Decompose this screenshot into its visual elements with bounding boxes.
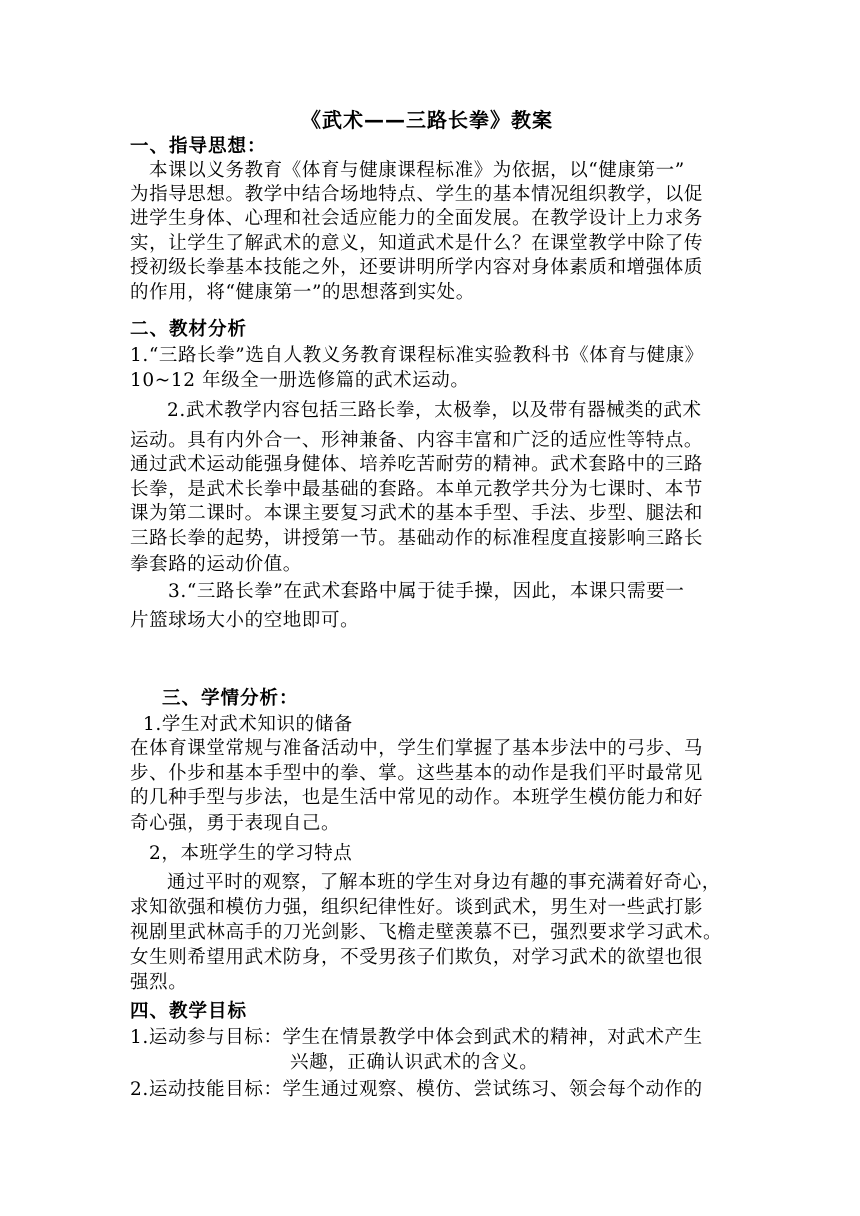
paragraph-line: 1.运动参与目标：学生在情景教学中体会到武术的精神，对武术产生 — [130, 1027, 703, 1048]
paragraph-line: 在体育课堂常规与准备活动中，学生们掌握了基本步法中的弓步、马 — [130, 738, 704, 759]
paragraph-line: 进学生身体、心理和社会适应能力的全面发展。在教学设计上力求务 — [130, 208, 704, 229]
paragraph-line: 的作用，将“健康第一”的思想落到实处。 — [130, 282, 475, 303]
paragraph-line: 课为第二课时。本课主要复习武术的基本手型、手法、步型、腿法和 — [130, 503, 704, 524]
paragraph-line: 长拳，是武术长拳中最基础的套路。本单元教学共分为七课时、本节 — [130, 479, 704, 500]
paragraph-line: 1.学生对武术知识的储备 — [143, 714, 353, 735]
paragraph-line: 视剧里武林高手的刀光剑影、飞檐走壁羡慕不已，强烈要求学习武术。 — [130, 922, 723, 943]
paragraph-line: 片篮球场大小的空地即可。 — [130, 610, 360, 631]
paragraph-line: 运动。具有内外合一、形神兼备、内容丰富和广泛的适应性等特点。 — [130, 430, 704, 451]
paragraph-line: 步、仆步和基本手型中的拳、掌。这些基本的动作是我们平时最常见 — [130, 763, 704, 784]
paragraph-line: 兴趣，正确认识武术的含义。 — [290, 1052, 539, 1073]
paragraph-line: 1.“三路长拳”选自人教义务教育课程标准实验教科书《体育与健康》 — [130, 345, 704, 366]
paragraph-line: 通过平时的观察，了解本班的学生对身边有趣的事充满着好奇心， — [167, 872, 721, 893]
paragraph-line: 2.武术教学内容包括三路长拳，太极拳，以及带有器械类的武术 — [167, 400, 702, 421]
section-heading: 二、教材分析 — [130, 319, 248, 340]
section-heading: 三、学情分析： — [162, 688, 299, 709]
paragraph-line: 强烈。 — [130, 972, 188, 993]
paragraph-line: 拳套路的运动价值。 — [130, 554, 302, 575]
paragraph-line: 通过武术运动能强身健体、培养吃苦耐劳的精神。武术套路中的三路 — [130, 454, 704, 475]
paragraph-line: 2，本班学生的学习特点 — [149, 843, 353, 864]
paragraph-line: 授初级长拳基本技能之外，还要讲明所学内容对身体素质和增强体质 — [130, 257, 704, 278]
paragraph-line: 3.“三路长拳”在武术套路中属于徒手操，因此，本课只需要一 — [168, 581, 685, 602]
paragraph-line: 为指导思想。教学中结合场地特点、学生的基本情况组织教学，以促 — [130, 184, 704, 205]
paragraph-line: 实，让学生了解武术的意义，知道武术是什么？在课堂教学中除了传 — [130, 233, 704, 254]
paragraph-line: 本课以义务教育《体育与健康课程标准》为依据，以“健康第一” — [149, 160, 685, 181]
paragraph-line: 的几种手型与步法，也是生活中常见的动作。本班学生模仿能力和好 — [130, 787, 704, 808]
paragraph-line: 10~12 年级全一册选修篇的武术运动。 — [130, 370, 470, 391]
paragraph-line: 奇心强，勇于表现自己。 — [130, 813, 341, 834]
paragraph-line: 2.运动技能目标：学生通过观察、模仿、尝试练习、领会每个动作的 — [130, 1079, 703, 1100]
paragraph-line: 三路长拳的起势，讲授第一节。基础动作的标准程度直接影响三路长 — [130, 528, 704, 549]
paragraph-line: 女生则希望用武术防身，不受男孩子们欺负，对学习武术的欲望也很 — [130, 947, 704, 968]
document-title: 《武术——三路长拳》教案 — [301, 108, 553, 132]
section-heading: 四、教学目标 — [130, 1001, 248, 1022]
section-heading: 一、指导思想： — [130, 136, 267, 157]
paragraph-line: 求知欲强和模仿力强，组织纪律性好。谈到武术，男生对一些武打影 — [130, 897, 704, 918]
